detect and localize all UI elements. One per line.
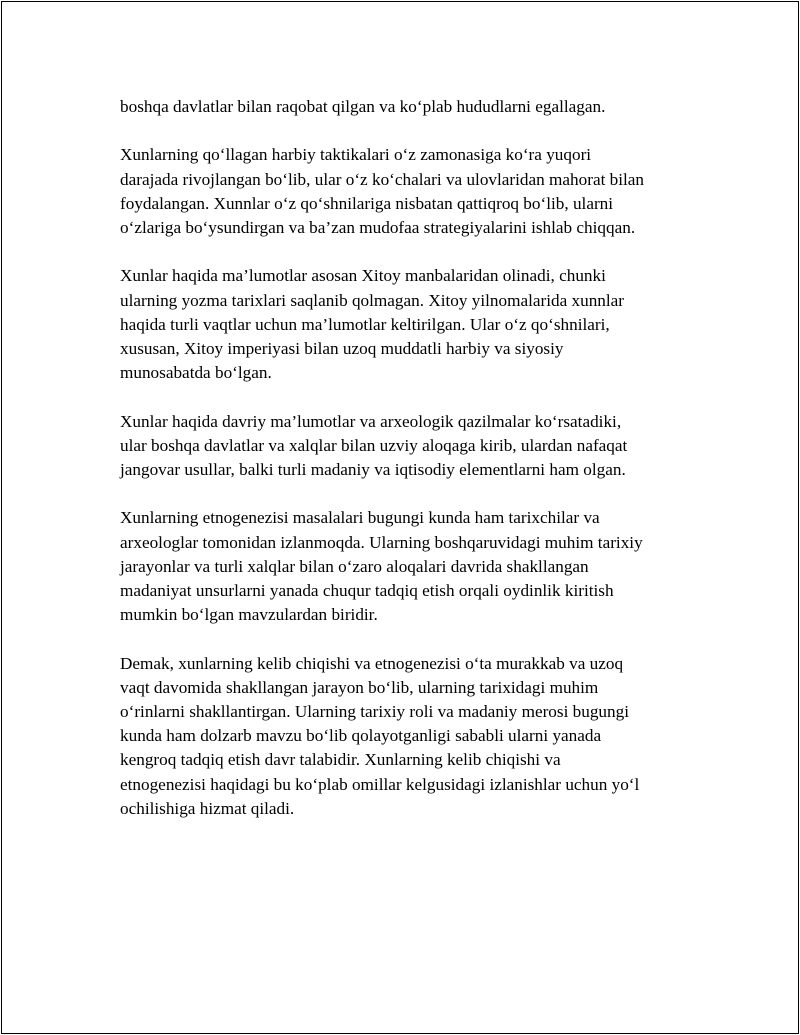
paragraph-2 (120, 143, 686, 240)
text-line: kunda ham dolzarb mavzu bo‘lib qolayotganligi sababli ularni yanada (120, 726, 602, 746)
text-line: Xunlarning qo‘llagan harbiy taktikalari o‘z zamonasiga ko‘ra yuqori (120, 145, 592, 165)
text-line: foydalangan. Xunnlar o‘z qo‘shnilariga nisbatan qattiqroq bo‘lib, ularni (120, 193, 614, 213)
text-line: Xunlarning etnogenezisi masalalari bugungi kunda ham tarixchilar va (120, 508, 600, 528)
text-line: boshqa davlatlar bilan raqobat qilgan va ko‘plab hududlarni egallagan. (120, 97, 606, 116)
paragraph-5 (120, 506, 686, 627)
text-line: jarayonlar va turli xalqlar bilan o‘zaro aloqalari davrida shakllangan (120, 556, 589, 576)
text-line: ochilishiga hizmat qiladi. (120, 798, 295, 818)
text-line: Xunlar haqida davriy ma’lumotlar va arxeologik qazilmalar ko‘rsatadiki, (120, 411, 622, 431)
text-line: ular boshqa davlatlar va xalqlar bilan uzviy aloqaga kirib, ulardan nafaqat (120, 435, 628, 455)
page-frame (1, 1, 799, 1034)
text-line: mumkin bo‘lgan mavzulardan biridir. (120, 605, 378, 625)
text-line: haqida turli vaqtlar uchun ma’lumotlar keltirilgan. Ular o‘z qo‘shnilari, (120, 314, 610, 334)
paragraph-6 (120, 652, 686, 821)
text-line: xususan, Xitoy imperiyasi bilan uzoq muddatli harbiy va siyosiy (120, 339, 564, 358)
text-line: madaniyat unsurlarni yanada chuqur tadqiq etish orqali oydinlik kiritish (120, 581, 614, 600)
paragraph-3 (120, 264, 686, 385)
text-line: etnogenezisi haqidagi bu ko‘plab omillar kelgusidagi izlanishlar uchun yo‘l (120, 774, 640, 794)
text-line: o‘zlariga bo‘ysundirgan va ba’zan mudofaa strategiyalarini ishlab chiqqan. (120, 218, 636, 237)
text-line: Xunlar haqida ma’lumotlar asosan Xitoy manbalaridan olinadi, chunki (120, 266, 606, 286)
text-line: jangovar usullar, balki turli madaniy va iqtisodiy elementlarni ham olgan. (120, 460, 626, 479)
text-line: vaqt davomida shakllangan jarayon bo‘lib, ularning tarixidagi muhim (120, 677, 599, 697)
paragraph-4 (120, 410, 686, 483)
text-line: darajada rivojlangan bo‘lib, ular o‘z ko‘chalari va ulovlaridan mahorat bilan (120, 169, 645, 189)
text-line: o‘rinlarni shakllantirgan. Ularning tarixiy roli va madaniy merosi bugungi (120, 702, 629, 721)
text-line: Demak, xunlarning kelib chiqishi va etnogenezisi o‘ta murakkab va uzoq (120, 653, 624, 673)
paragraph-1 (120, 95, 686, 119)
text-line: munosabatda bo‘lgan. (120, 363, 272, 383)
text-line: kengroq tadqiq etish davr talabidir. Xunlarning kelib chiqishi va (120, 750, 561, 770)
text-line: arxeologlar tomonidan izlanmoqda. Ularning boshqaruvidagi muhim tarixiy (120, 532, 643, 552)
document-body (120, 95, 686, 845)
text-line: ularning yozma tarixlari saqlanib qolmagan. Xitoy yilnomalarida xunnlar (120, 290, 625, 310)
